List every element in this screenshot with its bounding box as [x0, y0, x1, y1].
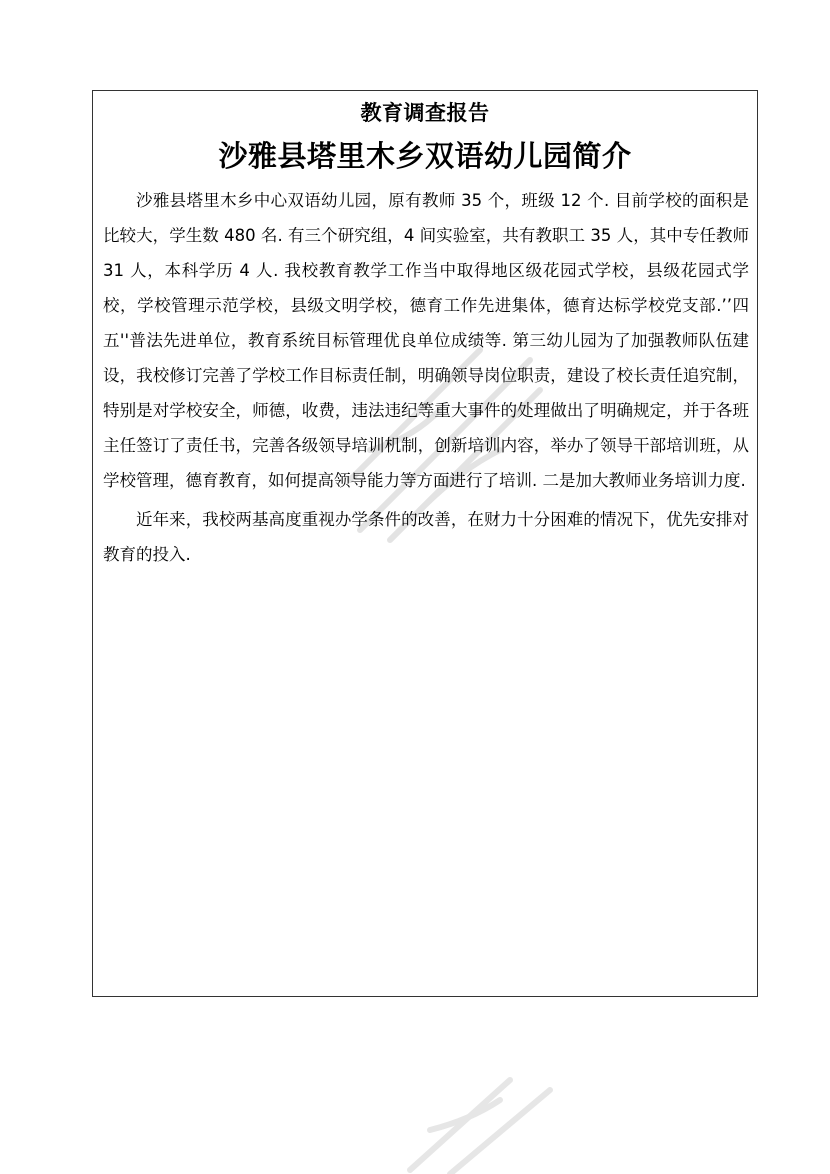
report-body — [103, 183, 749, 572]
report-heading: 沙雅县塔里木乡双语幼儿园简介 — [218, 139, 632, 173]
watermark-mark-bottom — [400, 1070, 560, 1174]
body-paragraph: 沙雅县塔里木乡中心双语幼儿园，原有教师 35 个，班级 12 个. 目前学校的面积是比较大，学生数 480 名. 有三个研究组，4 间实验室，共有教职工 35 人，其中专任教师 31 人，本科学历 4 人. 我校教育教学工作当中取得地区级花园式学校，县级花园式学校，学校管理示范学校，县级文明学校，德育工作先进集体，德育达标学校党支部.’’四五''普法先进单位，教育系统目标管理优良单位成绩等. 第三幼儿园为了加强教师队伍建设，我校修订完善了学校工作目标责任制，明确领导岗位职责，建设了校长责任追究制，特别是对学校安全，师德，收费，违法违纪等重大事件的处理做出了明确规定，并于各班主任签订了责任书，完善各级领导培训机制，创新培训内容，举办了领导干部培训班，从学校管理，德育教育，如何提高领导能力等方面进行了培训. 二是加大教师业务培训力度. — [103, 191, 749, 490]
report-frame — [92, 90, 758, 997]
report-title: 教育调查报告 — [360, 101, 490, 125]
body-paragraph: 近年来，我校两基高度重视办学条件的改善，在财力十分困难的情况下，优先安排对教育的投入. — [103, 510, 749, 564]
